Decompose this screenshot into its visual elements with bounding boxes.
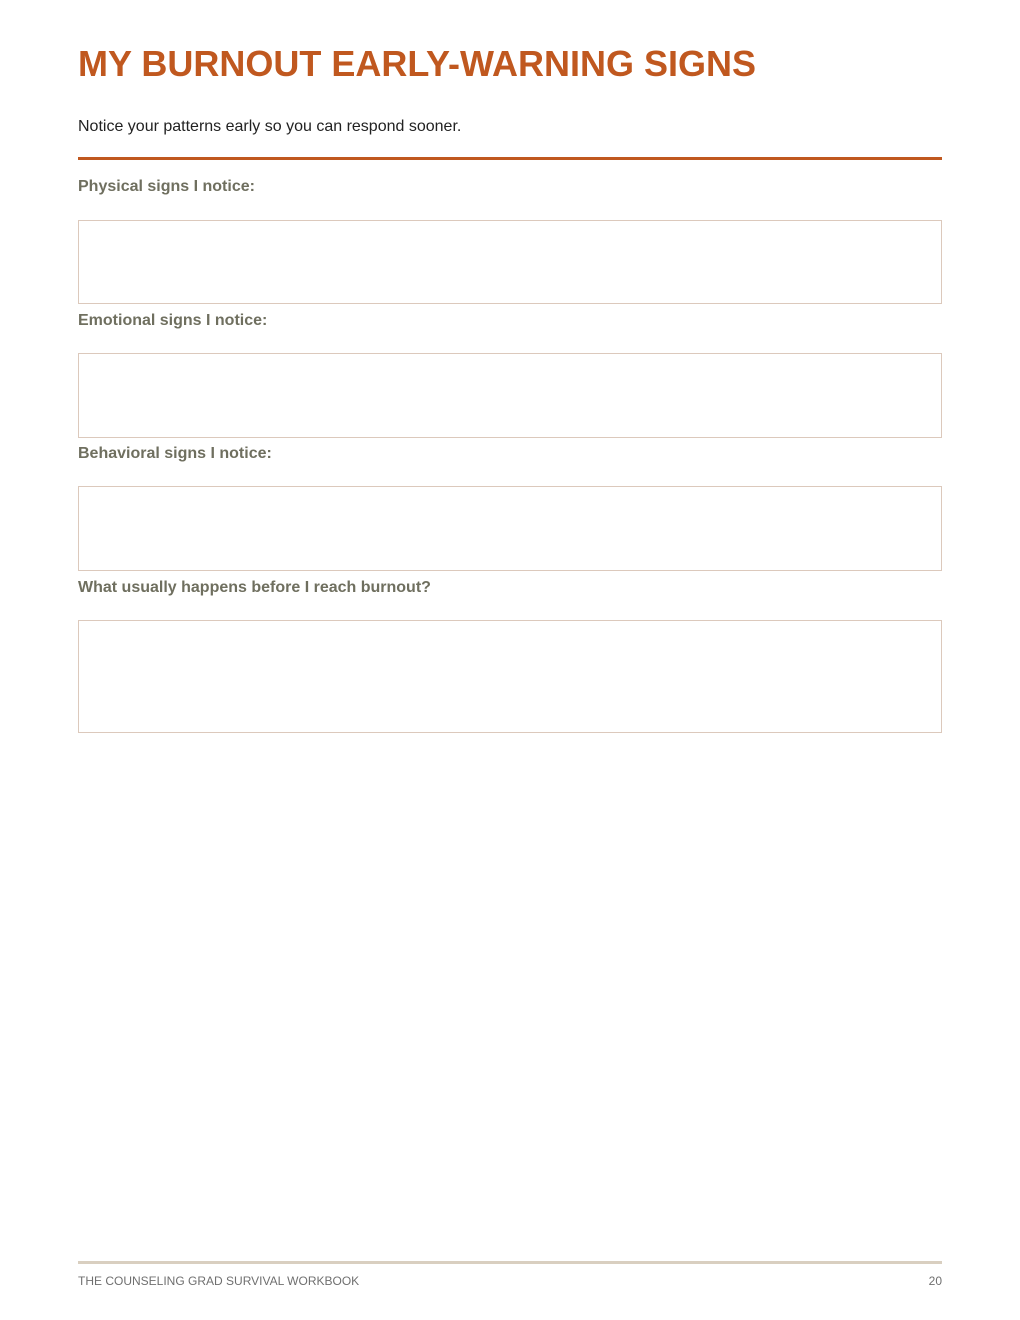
page-subtitle: Notice your patterns early so you can respond sooner. [78, 118, 462, 135]
footer-divider [78, 1261, 942, 1264]
behavioral-signs-answer-box[interactable] [78, 486, 942, 571]
page-number: 20 [928, 1274, 942, 1288]
physical-signs-answer-box[interactable] [78, 220, 942, 304]
before-burnout-label: What usually happens before I reach burnout? [78, 579, 431, 596]
footer-workbook-title: THE COUNSELING GRAD SURVIVAL WORKBOOK [78, 1274, 360, 1288]
title-divider [78, 157, 942, 160]
emotional-signs-answer-box[interactable] [78, 353, 942, 438]
emotional-signs-label: Emotional signs I notice: [78, 312, 268, 329]
behavioral-signs-label: Behavioral signs I notice: [78, 445, 272, 462]
before-burnout-answer-box[interactable] [78, 620, 942, 733]
physical-signs-label: Physical signs I notice: [78, 178, 255, 195]
page-title: MY BURNOUT EARLY-WARNING SIGNS [78, 43, 757, 84]
